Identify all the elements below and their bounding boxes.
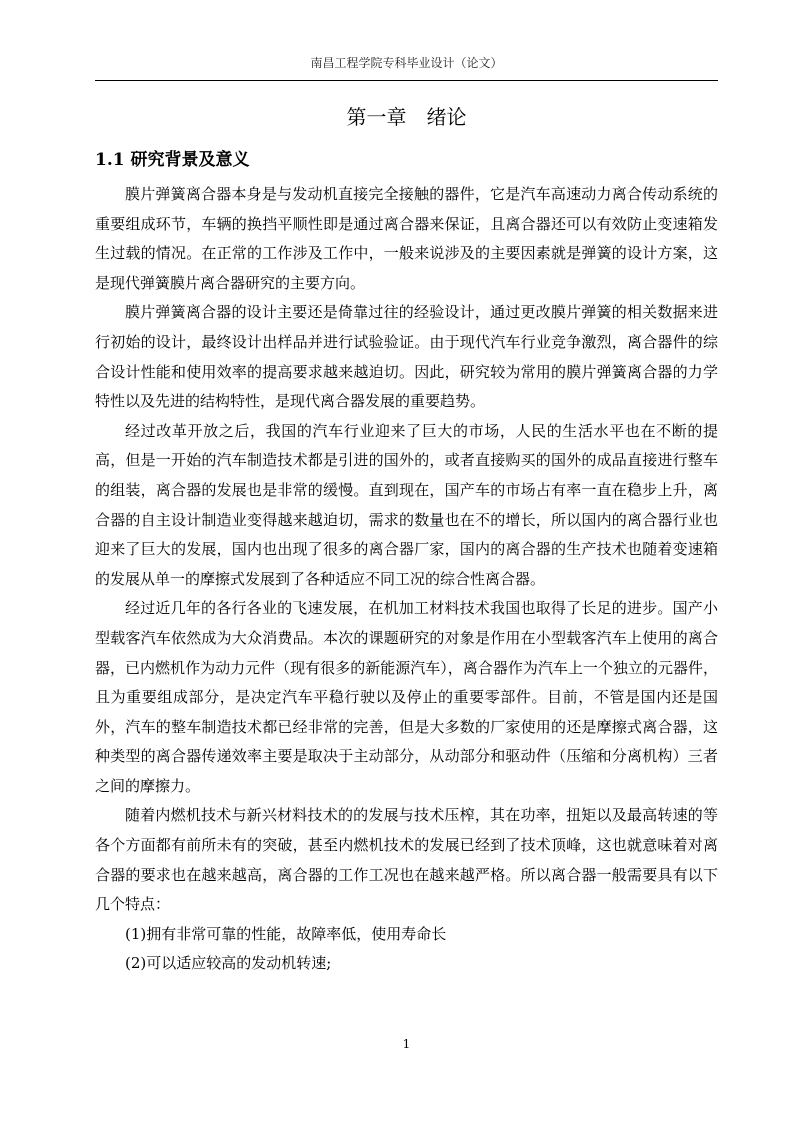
paragraph: 经过近几年的各行各业的飞速发展，在机加工材料技术我国也取得了长足的进步。国产小型载客汽车依然成为大众消费品。本次的课题研究的对象是作用在小型载客汽车上使用的离合器，已内燃机作为动力元件（现有很多的新能源汽车），离合器作为汽车上一个独立的元器件，且为重要组成部分，是决定汽车平稳行驶以及停止的重要零部件。目前，不管是国内还是国外，汽车的整车制造技术都已经非常的完善，但是大多数的厂家使用的还是摩擦式离合器，这种类型的离合器传递效率主要是取决于主动部分，从动部分和驱动件（压缩和分离机构）三者之间的摩擦力。 (95, 599, 718, 795)
list-item: (2)可以适应较高的发动机转速; (125, 954, 332, 973)
paragraph: 经过改革开放之后，我国的汽车行业迎来了巨大的市场，人民的生活水平也在不断的提高，但是一开始的汽车制造技术都是引进的国外的，或者直接购买的国外的成品直接进行整车的组装，离合器的发展也是非常的缓慢。直到现在，国产车的市场占有率一直在稳步上升，离合器的自主设计制造业变得越来越迫切，需求的数量也在不的增长，所以国内的离合器行业也迎来了巨大的发展，国内也出现了很多的离合器厂家，国内的离合器的生产技术也随着变速箱的发展从单一的摩擦式发展到了各种适应不同工况的综合性离合器。 (95, 421, 718, 588)
paragraph: 膜片弹簧离合器本身是与发动机直接完全接触的器件，它是汽车高速动力离合传动系统的重要组成环节，车辆的换挡平顺性即是通过离合器来保证，且离合器还可以有效防止变速箱发生过载的情况。在正常的工作涉及工作中，一般来说涉及的主要因素就是弹簧的设计方案，这是现代弹簧膜片离合器研究的主要方向。 (95, 185, 718, 292)
header-rule (95, 80, 718, 81)
paragraph: 膜片弹簧离合器的设计主要还是倚靠过往的经验设计，通过更改膜片弹簧的相关数据来进行初始的设计，最终设计出样品并进行试验验证。由于现代汽车行业竞争激烈，离合器件的综合设计性能和使用效率的提高要求越来越迫切。因此，研究较为常用的膜片弹簧离合器的力学特性以及先进的结构特性，是现代离合器发展的重要趋势。 (95, 303, 718, 411)
section-heading: 1.1 研究背景及意义 (95, 150, 250, 170)
chapter-title: 第一章 绪论 (346, 105, 467, 129)
running-header: 南昌工程学院专科毕业设计（论文） (310, 56, 503, 70)
list-item: (1)拥有非常可靠的性能，故障率低，使用寿命长 (125, 924, 447, 943)
body-text (95, 180, 718, 979)
paragraph: 随着内燃机技术与新兴材料技术的的发展与技术压榨，其在功率，扭矩以及最高转速的等各个方面都有前所未有的突破，甚至内燃机技术的发展已经到了技术顶峰，这也就意味着对离合器的要求也在越来越高，离合器的工作工况也在越来越严格。所以离合器一般需要具有以下几个特点： (95, 806, 718, 914)
page-number: 1 (402, 1037, 411, 1051)
